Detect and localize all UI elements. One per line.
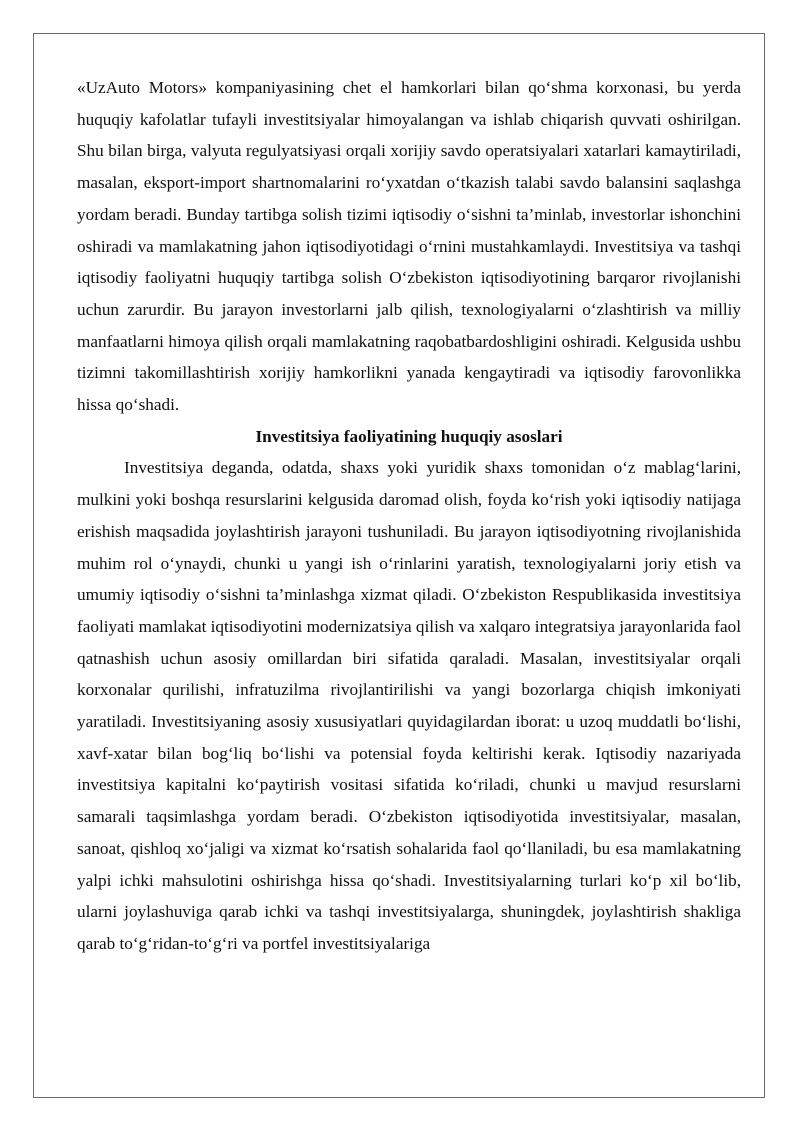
document-body xyxy=(77,72,741,960)
section-heading: Investitsiya faoliyatining huquqiy asoslari xyxy=(255,426,563,446)
body-paragraph: «UzAuto Motors» kompaniyasining chet el hamkorlari bilan qo‘shma korxonasi, bu yerda huquqiy kafolatlar tufayli investitsiyalar himoyalangan va ishlab chiqarish quvvati oshirilgan. Shu bilan birga, valyuta regulyatsiyasi orqali xorijiy savdo operatsiyalari xatarlari kamaytiriladi, masalan, eksport-import shartnomalarini ro‘yxatdan o‘tkazish talabi savdo balansini saqlashga yordam beradi. Bunday tartibga solish tizimi iqtisodiy o‘sishni ta’minlab, investorlar ishonchini oshiradi va mamlakatning jahon iqtisodiyotidagi o‘rnini mustahkamlaydi. Investitsiya va tashqi iqtisodiy faoliyatni huquqiy tartibga solish O‘zbekiston iqtisodiyotining barqaror rivojlanishi uchun zarurdir. Bu jarayon investorlarni jalb qilish, texnologiyalarni o‘zlashtirish va milliy manfaatlarni himoya qilish orqali mamlakatning raqobatbardoshligini oshiradi. Kelgusida ushbu tizimni takomillashtirish xorijiy hamkorlikni yanada kengaytiradi va iqtisodiy farovonlikka hissa qo‘shadi. xyxy=(77,78,741,415)
body-paragraph: Investitsiya deganda, odatda, shaxs yoki yuridik shaxs tomonidan o‘z mablag‘larini, mulkini yoki boshqa resurslarini kelgusida daromad olish, foyda ko‘rish yoki iqtisodiy natijaga erishish maqsadida joylashtirish jarayoni tushuniladi. Bu jarayon iqtisodiyotning rivojlanishida muhim rol o‘ynaydi, chunki u yangi ish o‘rinlarini yaratish, texnologiyalarni joriy etish va umumiy iqtisodiy o‘sishni ta’minlashga xizmat qiladi. O‘zbekiston Respublikasida investitsiya faoliyati mamlakat iqtisodiyotini modernizatsiya qilish va xalqaro integratsiya jarayonlarida faol qatnashish uchun asosiy omillardan biri sifatida qaraladi. Masalan, investitsiyalar orqali korxonalar qurilishi, infratuzilma rivojlantirilishi va yangi bozorlarga chiqish imkoniyati yaratiladi. Investitsiyaning asosiy xususiyatlari quyidagilardan iborat: u uzoq muddatli bo‘lishi, xavf-xatar bilan bog‘liq bo‘lishi va potensial foyda keltirishi kerak. Iqtisodiy nazariyada investitsiya kapitalni ko‘paytirish vositasi sifatida ko‘riladi, chunki u mavjud resurslarni samarali taqsimlashga yordam beradi. O‘zbekiston iqtisodiyotida investitsiyalar, masalan, sanoat, qishloq xo‘jaligi va xizmat ko‘rsatish sohalarida faol qo‘llaniladi, bu esa mamlakatning yalpi ichki mahsulotini oshirishga hissa qo‘shadi. Investitsiyalarning turlari ko‘p xil bo‘lib, ularni joylashuviga qarab ichki va tashqi investitsiyalarga, shuningdek, joylashtirish shakliga qarab to‘g‘ridan-to‘g‘ri va portfel investitsiyalariga xyxy=(77,458,741,953)
